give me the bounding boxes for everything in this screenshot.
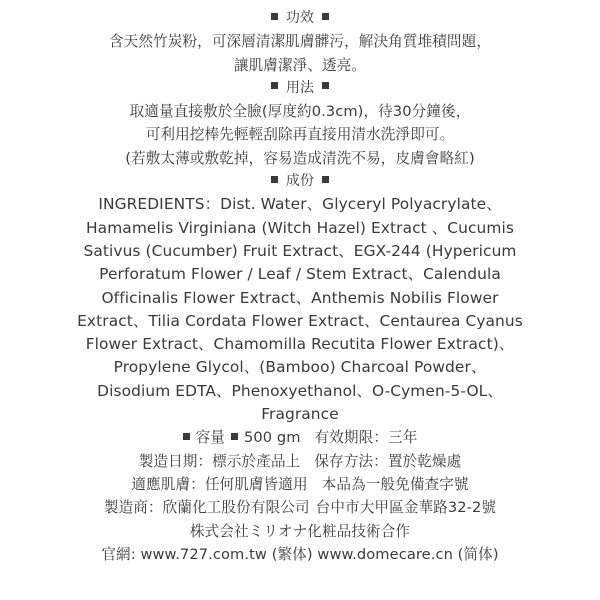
square-bullet-icon (322, 13, 329, 20)
capacity-expiry-row (0, 426, 600, 449)
square-bullet-icon (322, 82, 329, 89)
square-bullet-icon (271, 176, 278, 183)
ingredients-line: Officinalis Flower Extract、Anthemis Nobilis Flower (101, 288, 499, 307)
square-bullet-icon (322, 176, 329, 183)
partner-line: 株式会社ミリオナ化粧品技術合作 (189, 522, 411, 540)
efficacy-line: 含天然竹炭粉，可深層清潔肌膚髒污，解決角質堆積問題， (108, 33, 492, 51)
usage-line: (若敷太薄或敷乾掉，容易造成清洗不易，皮膚會略紅) (125, 149, 475, 167)
usage-heading (0, 77, 600, 100)
square-bullet-icon (271, 13, 278, 20)
ingredients-line: Propylene Glycol、(Bamboo) Charcoal Powder、 (113, 358, 487, 377)
manufacturer-row (0, 496, 600, 519)
storage-method: 保存方法：置於乾燥處 (314, 452, 462, 470)
square-bullet-icon (231, 433, 238, 440)
capacity-label: 容量 (195, 429, 225, 447)
efficacy-line: 讓肌膚潔淨、透亮。 (233, 56, 367, 74)
usage-line: 可利用挖棒先輕輕刮除再直接用清水洗淨即可。 (145, 126, 455, 144)
ingredients-line: Hamamelis Virginiana (Witch Hazel) Extract 、Cucumis (86, 218, 514, 237)
ingredients-line: Perforatum Flower / Leaf / Stem Extract、Calendula (99, 265, 501, 284)
capacity-value: 500 gm (243, 429, 301, 447)
square-bullet-icon (271, 82, 278, 89)
websites-line: 官網: www.727.com.tw (繁体) www.domecare.cn (简体) (101, 545, 499, 563)
ingredients-line: Fragrance (261, 405, 339, 424)
efficacy-heading (0, 7, 600, 30)
square-bullet-icon (183, 433, 190, 440)
ingredients-heading-text: 成份 (285, 173, 315, 190)
expiry-text: 有效期限：三年 (314, 429, 418, 447)
ingredients-line: INGREDIENTS：Dist. Water、Glyceryl Polyacrylate、 (98, 195, 502, 214)
manufacture-date: 製造日期：標示於產品上 (138, 452, 301, 470)
manufacture-storage-row (0, 450, 600, 473)
skin-type: 適應肌膚：任何肌膚皆適用 (131, 475, 308, 493)
address: 台中市大甲區金華路32-2號 (315, 499, 497, 517)
ingredients-line: Extract、Tilia Cordata Flower Extract、Centaurea Cyanus (77, 311, 523, 330)
ingredients-line: Sativus (Cucumber) Fruit Extract、EGX-244 (Hypericum (83, 241, 517, 260)
usage-heading-text: 用法 (285, 79, 315, 96)
registration-notice: 本品為一般免備查字號 (321, 475, 469, 493)
usage-line: 取適量直接敷於全臉(厚度約0.3cm)，待30分鐘後， (129, 103, 471, 121)
ingredients-heading (0, 170, 600, 193)
ingredients-line: Flower Extract、Chamomilla Recutita Flower Extract)、 (85, 335, 515, 354)
manufacturer: 製造商：欣蘭化工股份有限公司 (103, 499, 310, 517)
efficacy-heading-text: 功效 (285, 10, 315, 26)
ingredients-line: Disodium EDTA、Phenoxyethanol、O-Cymen-5-OL、 (97, 381, 503, 400)
skin-type-row (0, 473, 600, 496)
